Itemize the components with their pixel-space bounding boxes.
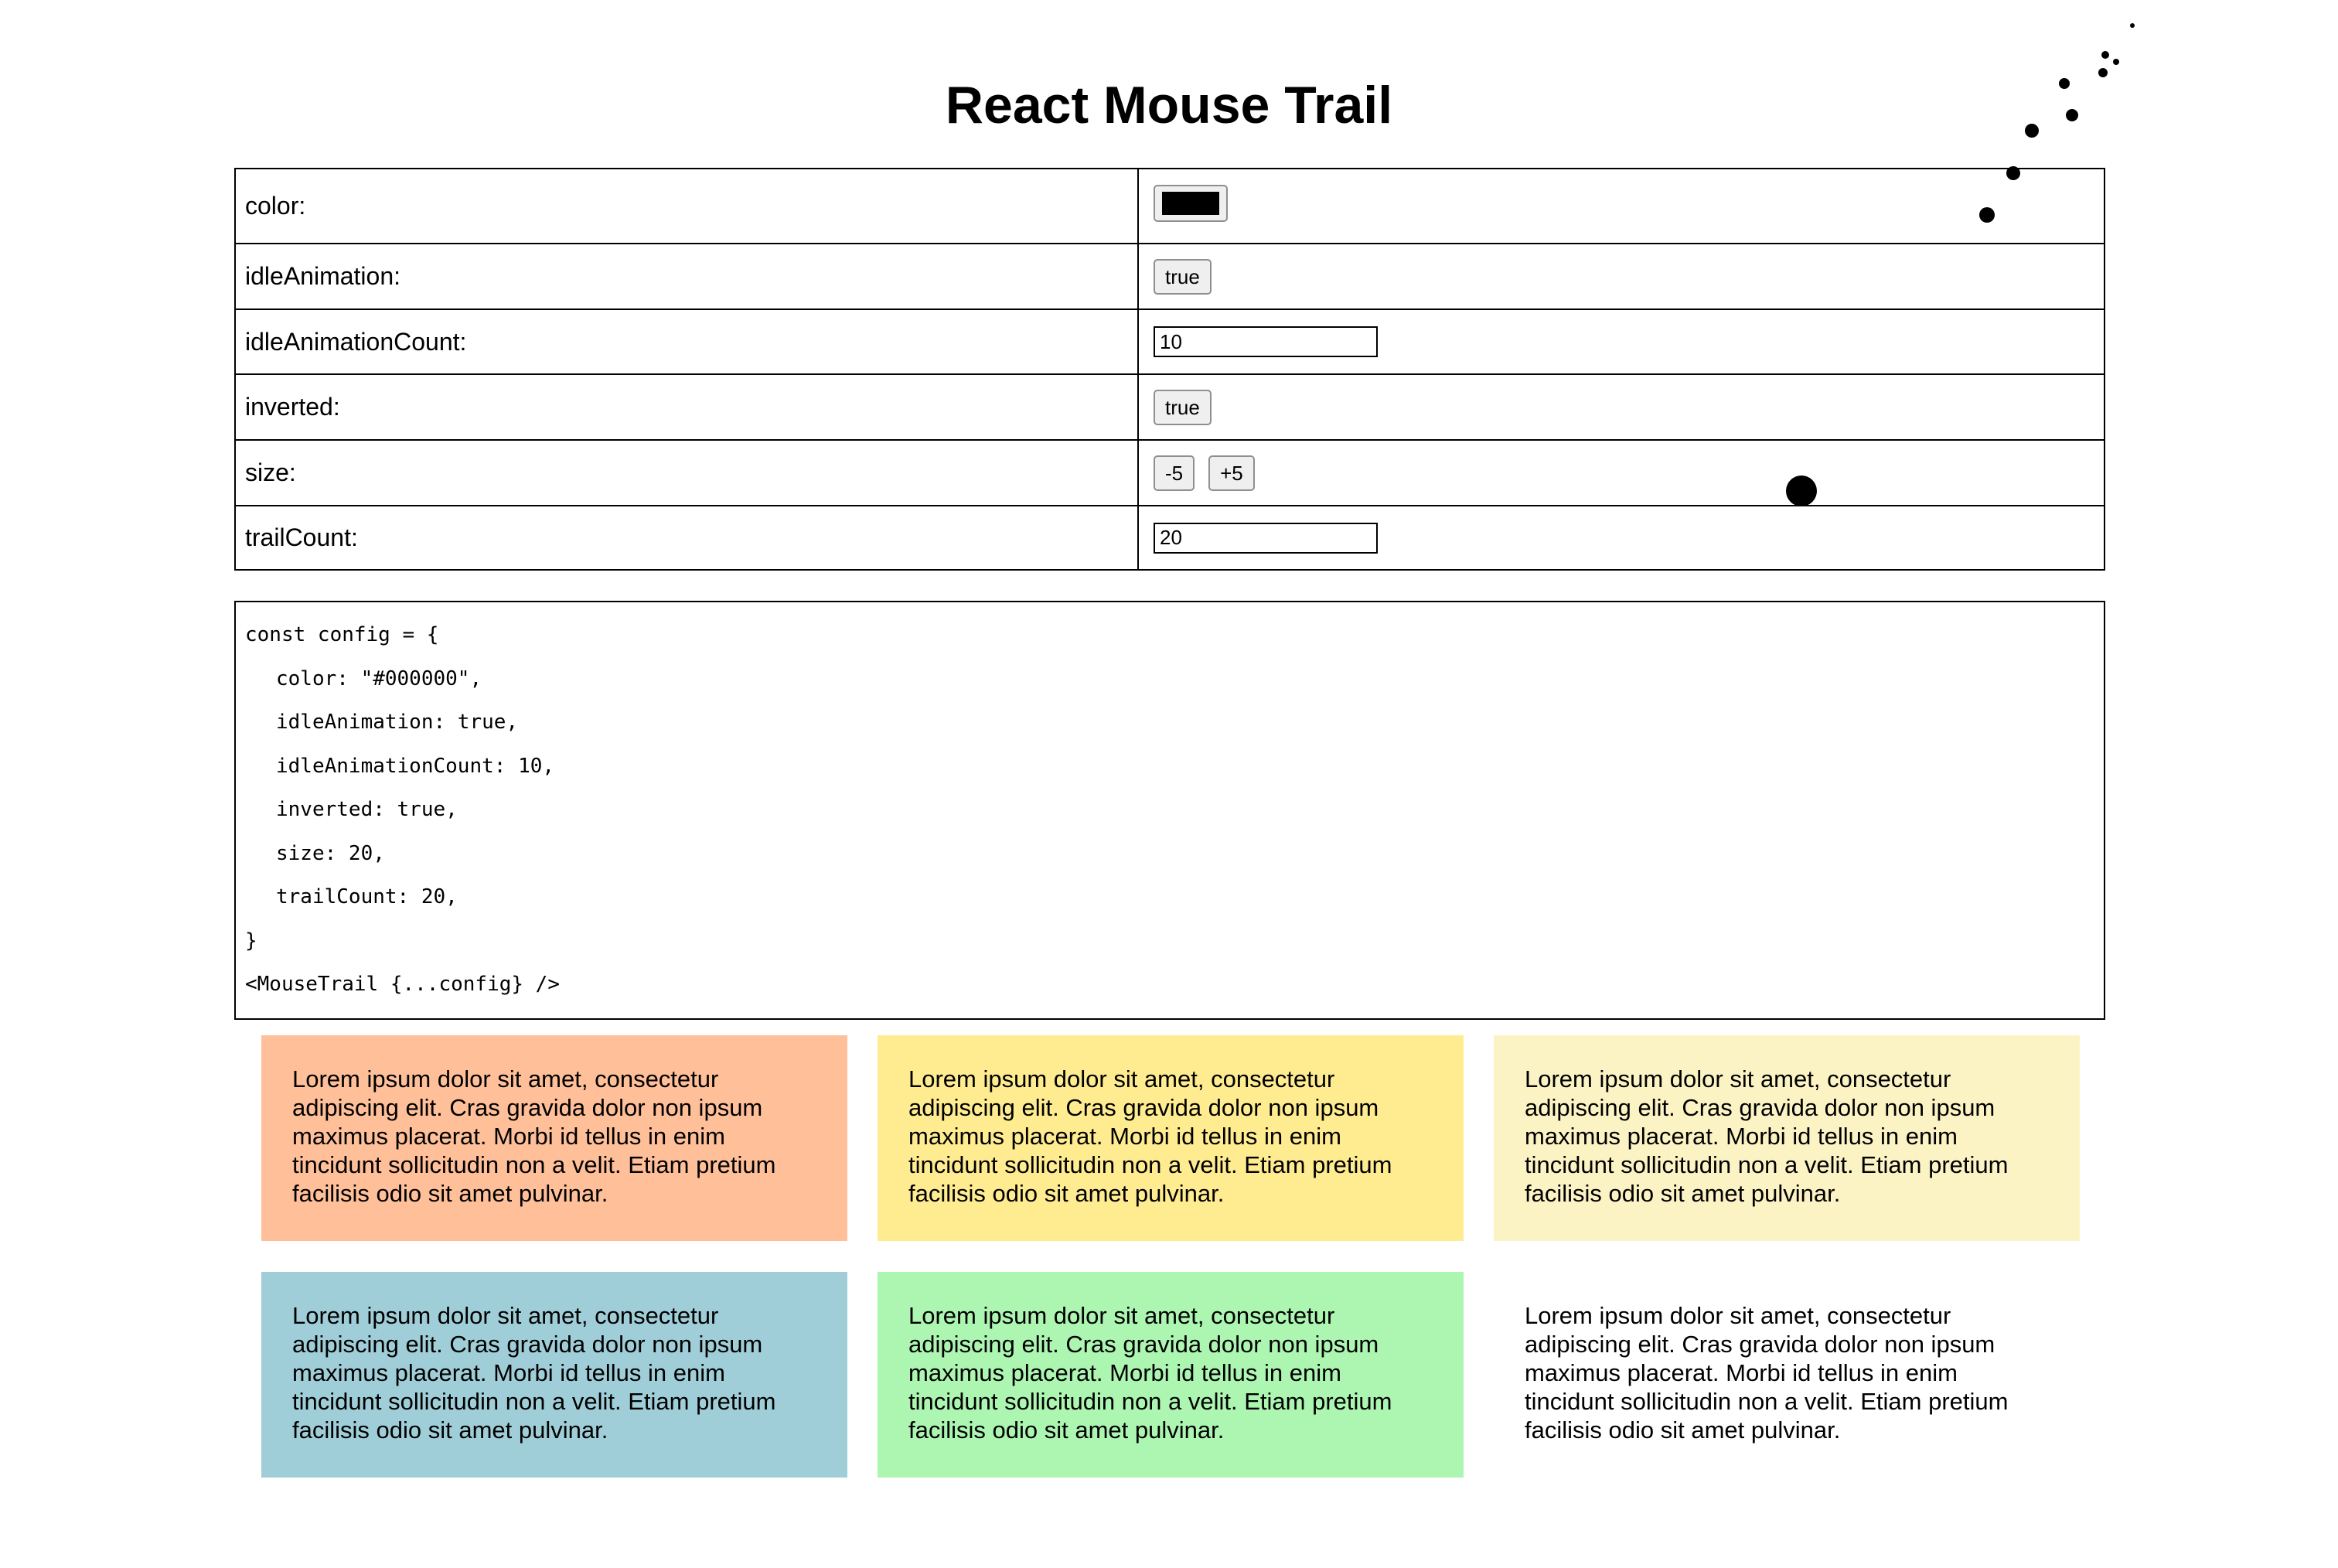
trail-dot xyxy=(2101,51,2109,59)
idle-animation-count-control-cell xyxy=(1138,309,2105,374)
code-line: inverted: true, xyxy=(276,798,458,821)
inverted-row xyxy=(235,374,2105,440)
idle-animation-count-label: idleAnimationCount: xyxy=(235,309,1138,374)
size-control-cell xyxy=(1138,440,2105,506)
inverted-toggle-button[interactable]: true xyxy=(1154,390,1212,425)
trail-count-label: trailCount: xyxy=(235,506,1138,570)
idle-animation-toggle-button[interactable]: true xyxy=(1154,259,1212,295)
size-increase-button[interactable]: +5 xyxy=(1208,455,1255,491)
code-line: <MouseTrail {...config} /> xyxy=(245,973,560,996)
idle-animation-count-row xyxy=(235,309,2105,374)
trail-count-control-cell xyxy=(1138,506,2105,570)
lorem-card-white: Lorem ipsum dolor sit amet, consectetur adipiscing elit. Cras gravida dolor non ipsum maximus placerat. Morbi id tellus in enim tincidunt sollicitudin non a velit. Etiam pretium facilisis odio sit amet pulvinar. xyxy=(1494,1272,2080,1478)
inverted-label: inverted: xyxy=(235,374,1138,440)
color-row xyxy=(235,169,2105,244)
trail-dot xyxy=(2130,23,2135,28)
trail-count-input[interactable] xyxy=(1154,523,1378,554)
lorem-card-cream: Lorem ipsum dolor sit amet, consectetur adipiscing elit. Cras gravida dolor non ipsum maximus placerat. Morbi id tellus in enim tincidunt sollicitudin non a velit. Etiam pretium facilisis odio sit amet pulvinar. xyxy=(1494,1035,2080,1241)
code-line: const config = { xyxy=(245,623,439,646)
lorem-card-blue: Lorem ipsum dolor sit amet, consectetur adipiscing elit. Cras gravida dolor non ipsum maximus placerat. Morbi id tellus in enim tincidunt sollicitudin non a velit. Etiam pretium facilisis odio sit amet pulvinar. xyxy=(261,1272,847,1478)
lorem-card-green: Lorem ipsum dolor sit amet, consectetur adipiscing elit. Cras gravida dolor non ipsum maximus placerat. Morbi id tellus in enim tincidunt sollicitudin non a velit. Etiam pretium facilisis odio sit amet pulvinar. xyxy=(878,1272,1464,1478)
lorem-card-orange: Lorem ipsum dolor sit amet, consectetur adipiscing elit. Cras gravida dolor non ipsum maximus placerat. Morbi id tellus in enim tincidunt sollicitudin non a velit. Etiam pretium facilisis odio sit amet pulvinar. xyxy=(261,1035,847,1241)
color-swatch xyxy=(1162,192,1219,215)
code-line: idleAnimationCount: 10, xyxy=(276,754,555,778)
idle-animation-row xyxy=(235,244,2105,309)
trail-dot xyxy=(2113,59,2119,65)
color-label: color: xyxy=(235,169,1138,244)
size-decrease-button[interactable]: -5 xyxy=(1154,455,1195,491)
size-label: size: xyxy=(235,440,1138,506)
code-line: trailCount: 20, xyxy=(276,885,458,908)
code-line: } xyxy=(245,929,257,953)
lorem-card-yellow: Lorem ipsum dolor sit amet, consectetur adipiscing elit. Cras gravida dolor non ipsum maximus placerat. Morbi id tellus in enim tincidunt sollicitudin non a velit. Etiam pretium facilisis odio sit amet pulvinar. xyxy=(878,1035,1464,1241)
idle-animation-control-cell xyxy=(1138,244,2105,309)
trail-count-row xyxy=(235,506,2105,570)
config-controls-table xyxy=(234,168,2105,571)
config-code-block xyxy=(234,601,2105,1020)
color-control-cell xyxy=(1138,169,2105,244)
size-row xyxy=(235,440,2105,506)
inverted-control-cell xyxy=(1138,374,2105,440)
code-line: size: 20, xyxy=(276,841,385,865)
code-line: idleAnimation: true, xyxy=(276,711,519,734)
idle-animation-label: idleAnimation: xyxy=(235,244,1138,309)
idle-animation-count-input[interactable] xyxy=(1154,326,1378,357)
color-picker-button[interactable] xyxy=(1154,185,1228,222)
code-line: color: "#000000", xyxy=(276,666,482,690)
page-title: React Mouse Trail xyxy=(945,76,1393,135)
